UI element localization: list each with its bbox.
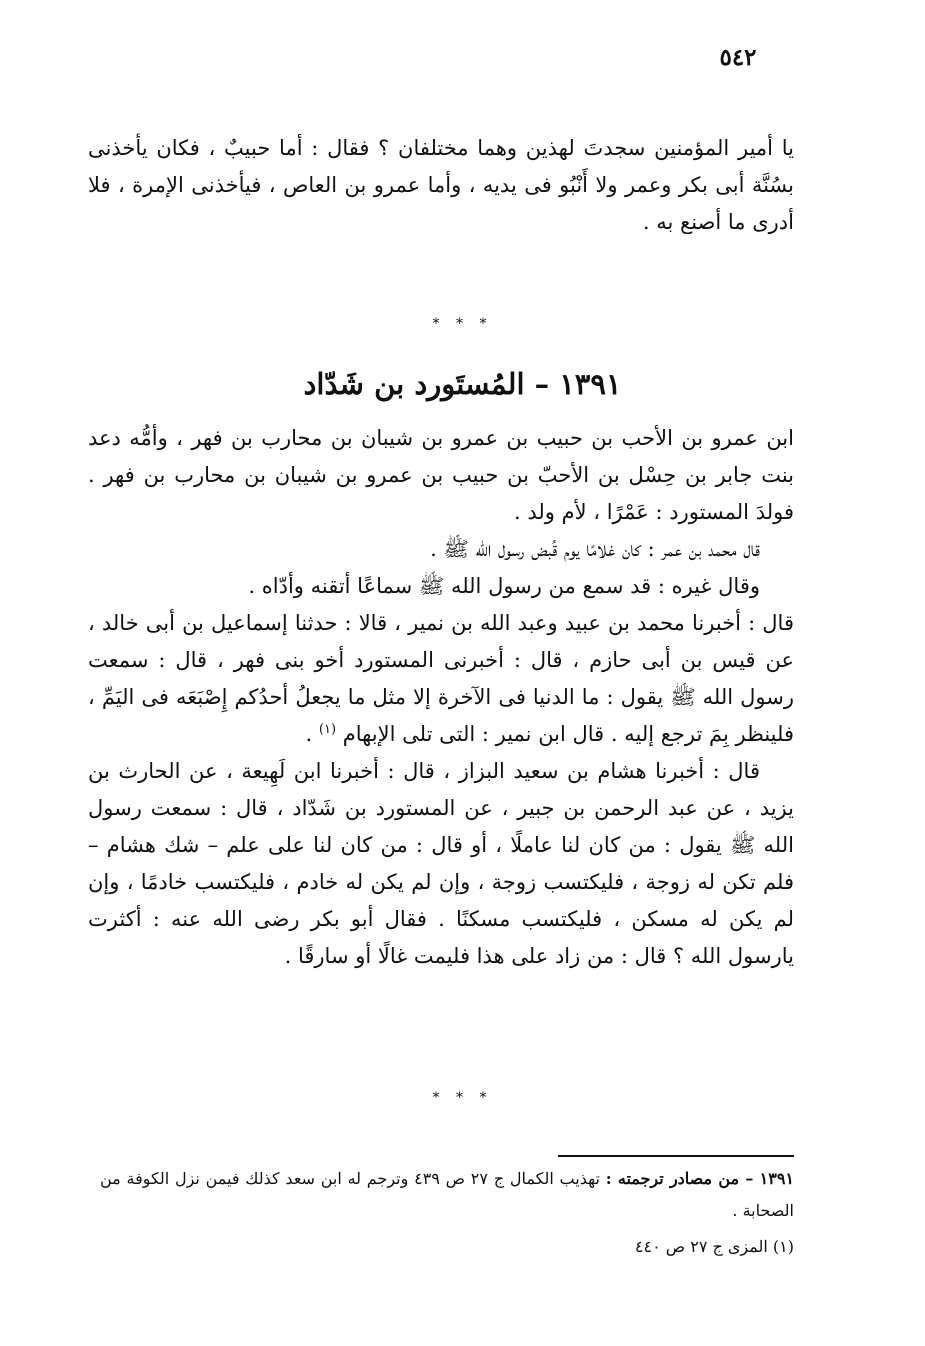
paragraph [88, 605, 794, 753]
sources-footnote [100, 1163, 794, 1227]
paragraph: وقال غيره : قد سمع من رسول الله ﷺ سماعًا أتقنه وأدّاه . [248, 574, 760, 598]
paragraph: يا أمير المؤمنين سجدتَ لهذين وهما مختلفان ؟ فقال : أما حبيبٌ ، فكان يأخذنى بسُنَّة أبى بكر وعمر ولا أَنْبُو فى يديه ، وأما عمرو بن العاص ، فيأخذنى الإمرة ، فلا أدرى ما أصنع به . [88, 136, 794, 234]
page-number: ٥٤٢ [719, 44, 757, 71]
continued-paragraph [88, 130, 794, 241]
footnote-divider [558, 1155, 794, 1157]
paragraph-end: . [305, 722, 319, 746]
section-separator: * * * [432, 1090, 493, 1106]
section-separator: * * * [432, 316, 493, 332]
paragraph: ابن عمرو بن الأحب بن حبيب بن عمرو بن شيبان بن محارب بن فهر ، وأمُّه دعد بنت جابر بن حِسْل بن الأحبّ بن حبيب بن عمرو بن شيبان بن محارب بن فهر . فولدَ المستورد : عَمْرًا ، لأم ولد . [88, 426, 794, 524]
paragraph-text: قال : أخبرنا محمد بن عبيد وعبد الله بن نمير ، قالا : حدثنا إسماعيل بن أبى خالد ، عن قيس بن أبى حازم ، قال : أخبرنى المستورد أخو بنى فهر ، قال : سمعت رسول الله ﷺ يقول : ما الدنيا فى الآخرة إلا مثل ما يجعلُ أحدُكم إِصْبَعَه فى اليَمِّ ، فلينظر بِمَ ترجع إليه . قال ابن نمير : التى تلى الإبهام [88, 611, 794, 746]
entry-heading: ١٣٩١ – المُستَورد بن شَدّاد [303, 367, 622, 401]
entry-body [88, 420, 794, 975]
footnote-1: (١) المزى ج ٢٧ ص ٤٤٠ [634, 1237, 794, 1256]
footnote-marker: (١) [318, 722, 337, 737]
sources-label: ١٣٩١ – من مصادر ترجمته : [605, 1169, 795, 1188]
paragraph: قال : أخبرنا هشام بن سعيد البزاز ، قال : أخبرنا ابن لَهِيعة ، عن الحارث بن يزيد ، عن عبد الرحمن بن جبير ، عن المستورد بن شَدّاد ، قال : سمعت رسول الله ﷺ يقول : من كان لنا عاملًا ، أو قال : من كان لنا على علم – شك هشام – فلم تكن له زوجة ، فليكتسب زوجة ، وإن لم يكن له خادم ، فليكتسب خادمًا ، وإن لم يكن له مسكن ، فليكتسب مسكنًا . فقال أبو بكر رضى الله عنه : أكثرت يارسول الله ؟ قال : من زاد على هذا فليمت غالًا أو سارقًا . [88, 759, 794, 968]
footnotes [100, 1163, 794, 1263]
paragraph: قال محمد بن عمر : كان غلامًا يوم قُبض رسول الله ﷺ . [430, 537, 760, 561]
sources-text: تهذيب الكمال ج ٢٧ ص ٤٣٩ وترجم له ابن سعد كذلك فيمن نزل الكوفة من الصحابة . [100, 1169, 794, 1220]
